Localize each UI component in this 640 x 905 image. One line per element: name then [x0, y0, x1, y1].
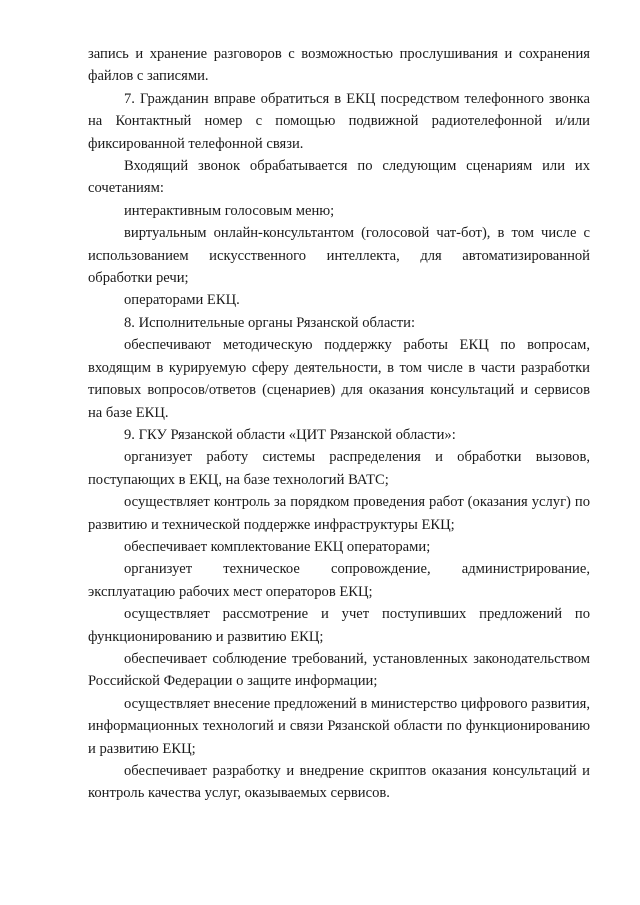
paragraph-technical-support: организует техническое сопровождение, администрирование, эксплуатацию рабочих мест операторов ЕКЦ; [88, 561, 590, 600]
paragraph-virtual-consultant: виртуальным онлайн-консультантом (голосовой чат-бот), в том числе с использованием искусственного интеллекта, для автоматизированной обработки речи; [88, 225, 590, 287]
paragraph-staffing: обеспечивает комплектование ЕКЦ операторами; [124, 538, 431, 555]
paragraph-scripts: обеспечивает разработку и внедрение скриптов оказания консультаций и контроль качества услуг, оказываемых сервисов. [88, 763, 590, 802]
paragraph-incoming-call: Входящий звонок обрабатывается по следующим сценариям или их сочетаниям: [88, 158, 590, 197]
paragraph-call-distribution: организует работу системы распределения и обработки вызовов, поступающих в ЕКЦ, на базе технологий ВАТС; [88, 449, 590, 488]
paragraph-item-9: 9. ГКУ Рязанской области «ЦИТ Рязанской области»: [124, 426, 456, 443]
paragraph-compliance: обеспечивает соблюдение требований, установленных законодательством Российской Федерации о защите информации; [88, 650, 590, 690]
document-body [88, 43, 590, 805]
paragraph-continuation: запись и хранение разговоров с возможностью прослушивания и сохранения файлов с записями. [88, 46, 590, 85]
paragraph-methodical-support: обеспечивают методическую поддержку работы ЕКЦ по вопросам, входящим в курируемую сферу деятельности, в том числе в части разработки типовых вопросов/ответов (сценариев) для оказания консультаций и сервисов на базе ЕКЦ. [88, 337, 590, 421]
paragraph-control: осуществляет контроль за порядком проведения работ (оказания услуг) по развитию и технической поддержке инфраструктуры ЕКЦ; [88, 494, 590, 533]
paragraph-operators: операторами ЕКЦ. [124, 292, 240, 309]
paragraph-item-7: 7. Гражданин вправе обратиться в ЕКЦ посредством телефонного звонка на Контактный номер с помощью подвижной радиотелефонной и/или фиксированной телефонной связи. [88, 90, 590, 152]
paragraph-item-8: 8. Исполнительные органы Рязанской области: [124, 314, 416, 331]
paragraph-voice-menu: интерактивным голосовым меню; [124, 202, 335, 219]
paragraph-proposals-review: осуществляет рассмотрение и учет поступивших предложений по функционированию и развитию ЕКЦ; [88, 606, 590, 645]
paragraph-ministry-proposals: осуществляет внесение предложений в министерство цифрового развития, информационных технологий и связи Рязанской области по функционированию и развитию ЕКЦ; [88, 695, 590, 757]
